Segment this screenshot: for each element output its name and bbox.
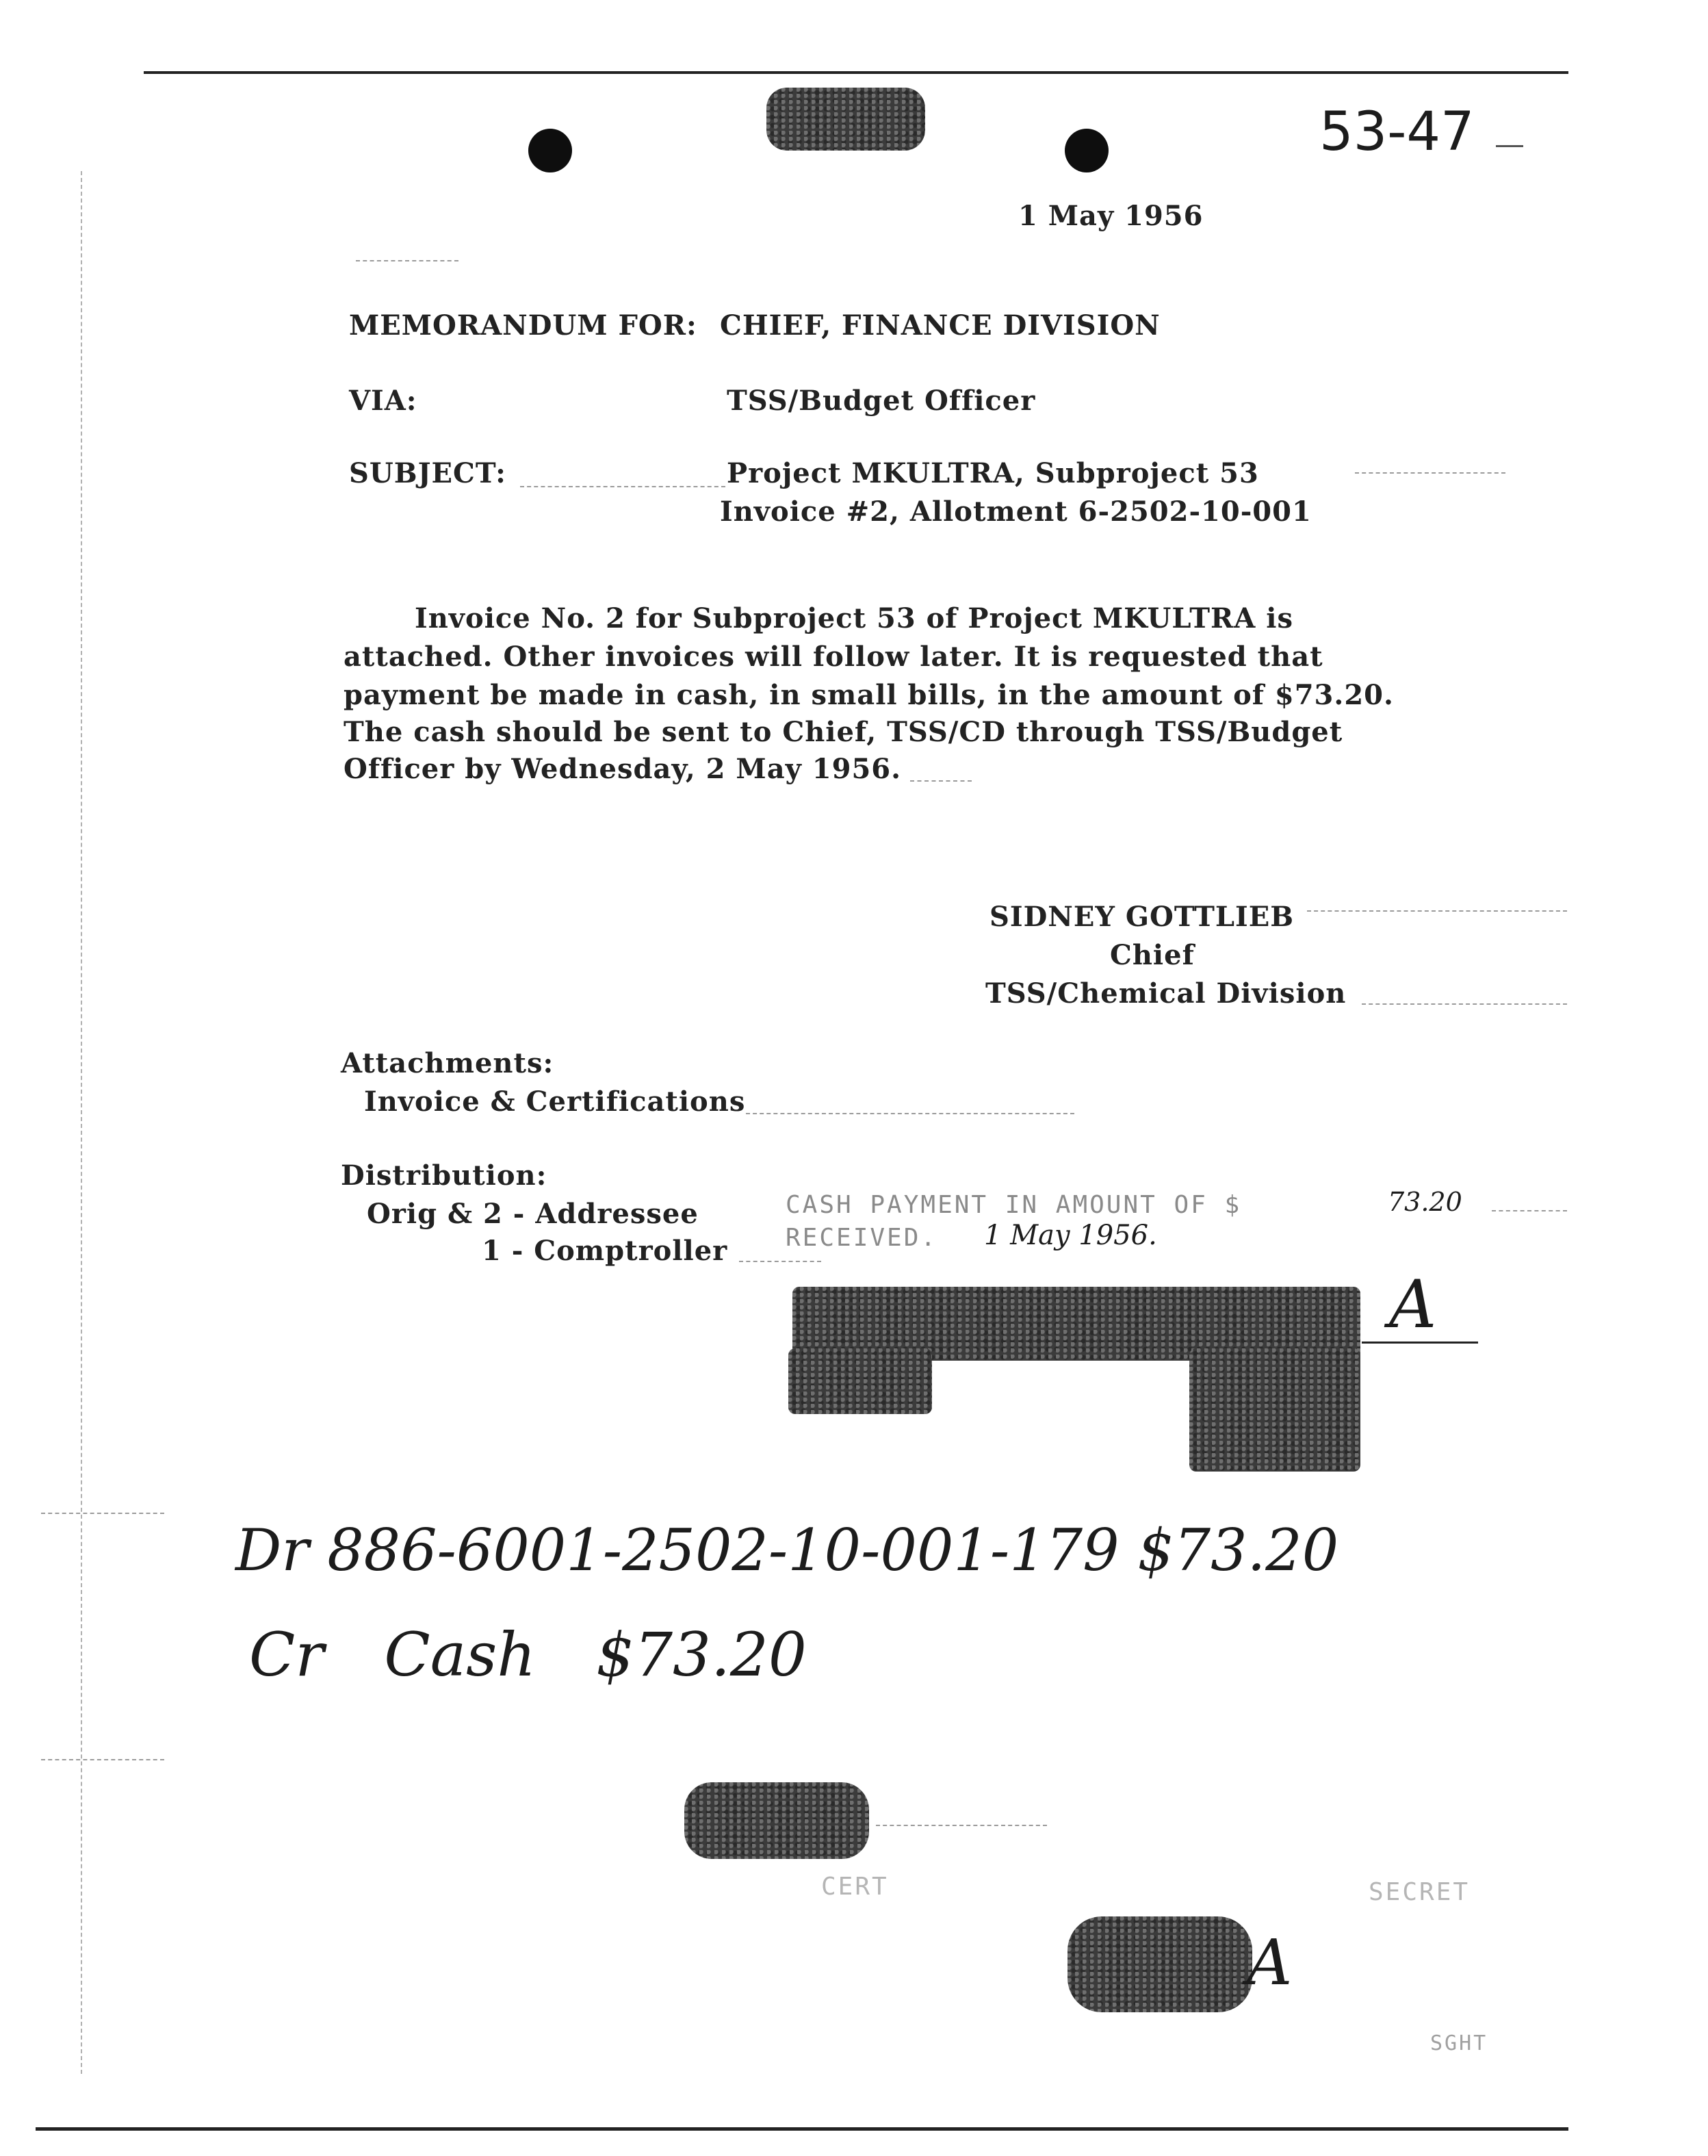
attachments-label: Attachments: [341, 1047, 554, 1079]
attachments-item: Invoice & Certifications [364, 1086, 746, 1118]
fill-line [876, 1825, 1047, 1826]
via-value: TSS/Budget Officer [727, 385, 1036, 417]
fill-line [1492, 1210, 1567, 1211]
fill-line [1307, 910, 1567, 912]
redaction-bottom [1068, 1916, 1252, 2012]
bottom-rule [36, 2127, 1568, 2131]
doc-number-tick [1496, 145, 1523, 147]
fill-line [41, 1513, 164, 1514]
fill-line [739, 1261, 821, 1262]
subject-label: SUBJECT: [349, 457, 506, 489]
cash-payment-stamp [786, 1187, 1504, 1259]
top-rule [144, 71, 1568, 74]
fill-line [1362, 1003, 1567, 1005]
distribution-label: Distribution: [341, 1159, 547, 1192]
redaction-middle-right [1189, 1348, 1360, 1472]
memo-for-value: CHIEF, FINANCE DIVISION [720, 309, 1161, 342]
body-line-4: The cash should be sent to Chief, TSS/CD through TSS/Budget [344, 716, 1343, 748]
document-number: 53-47 [1319, 101, 1475, 163]
corner-mark: SGHT [1430, 2031, 1488, 2055]
memo-for-label: MEMORANDUM FOR: [349, 309, 697, 342]
body-line-5: Officer by Wednesday, 2 May 1956. [344, 753, 902, 785]
stamp-line-2: RECEIVED. [786, 1224, 938, 1252]
body-line-3: payment be made in cash, in small bills, in the amount of $73.20. [344, 679, 1394, 711]
via-label: VIA: [349, 385, 417, 417]
punch-hole-left [528, 129, 572, 172]
mark-a1-underline [1362, 1342, 1478, 1344]
handwritten-mark-a1: A [1389, 1266, 1437, 1343]
signer-name: SIDNEY GOTTLIEB [989, 901, 1295, 933]
margin-line [81, 171, 82, 2074]
fill-line [356, 260, 458, 261]
fill-line [746, 1113, 1074, 1114]
memo-date: 1 May 1956 [1018, 200, 1204, 232]
body-line-2: attached. Other invoices will follow later. It is requested that [344, 641, 1323, 673]
distribution-line-1: Orig & 2 - Addressee [367, 1198, 699, 1230]
stamp-amount: 73.20 [1388, 1187, 1462, 1217]
subject-line-1: Project MKULTRA, Subproject 53 [727, 457, 1259, 489]
handwritten-credit-line: Cr Cash $73.20 [249, 1619, 807, 1690]
handwritten-mark-a2: A [1247, 1926, 1293, 1999]
body-line-1: Invoice No. 2 for Subproject 53 of Project MKULTRA is [415, 602, 1293, 634]
signer-division: TSS/Chemical Division [985, 977, 1347, 1010]
handwritten-debit-line: Dr 886-6001-2502-10-001-179 $73.20 [235, 1517, 1339, 1584]
fill-line [520, 486, 725, 487]
fill-line [41, 1759, 164, 1760]
fill-line [1355, 472, 1505, 474]
fill-line [910, 780, 972, 782]
redaction-lower [684, 1782, 869, 1859]
stamp-received-date: 1 May 1956. [984, 1220, 1157, 1251]
redaction-middle-left [788, 1348, 932, 1414]
signer-title: Chief [1110, 939, 1195, 971]
faint-text-right: SECRET [1369, 1878, 1471, 1906]
redaction-top [766, 88, 925, 151]
stamp-line-1: CASH PAYMENT IN AMOUNT OF $ [786, 1191, 1242, 1219]
distribution-line-2: 1 - Comptroller [482, 1235, 728, 1267]
punch-hole-right [1065, 129, 1109, 172]
subject-line-2: Invoice #2, Allotment 6-2502-10-001 [720, 496, 1312, 528]
faint-text-left: CERT [821, 1873, 889, 1901]
